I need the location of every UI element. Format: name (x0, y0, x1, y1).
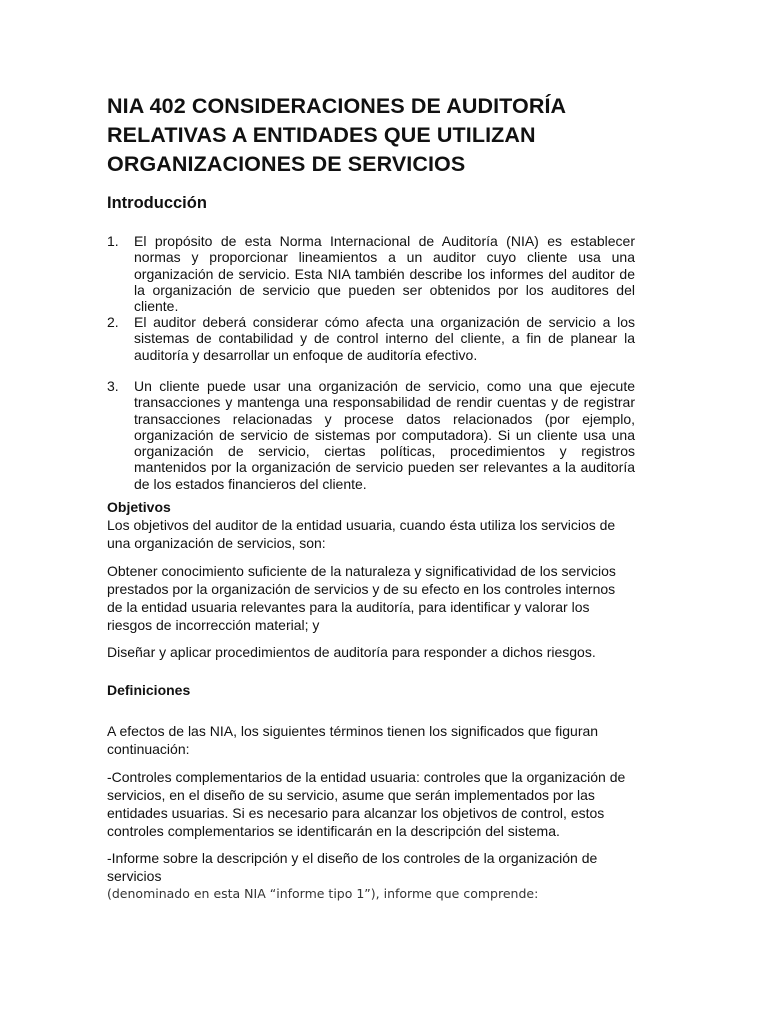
definitions-heading: Definiciones (107, 682, 191, 698)
definitions-intro: A efectos de las NIA, los siguientes términos tienen los significados que figuran continuación: (107, 723, 599, 757)
paragraph-number: 3. (107, 378, 119, 394)
objective-item-1: Obtener conocimiento suficiente de la naturaleza y significatividad de los servicios prestados por la organización de servicios y de su efecto en los controles internos de la entidad usuaria relevantes para la auditoría, para identificar y valorar los riesgos de incorrección material; y (107, 563, 616, 633)
objectives-intro: Los objetivos del auditor de la entidad usuaria, cuando ésta utiliza los servicios de una organización de servicios, son: (107, 517, 616, 551)
definition-2 (107, 849, 627, 903)
paragraph-text: El auditor deberá considerar cómo afecta una organización de servicio a los sistemas de contabilidad y de control interno del cliente, a fin de planear la auditoría y desarrollar un enfoque de auditoría efectivo. (134, 314, 635, 363)
objectives-heading: Objetivos (107, 499, 171, 515)
definition-2-line-1: -Informe sobre la descripción y el diseño de los controles de la organización de servicios (107, 850, 598, 884)
document-title: NIA 402 CONSIDERACIONES DE AUDITORÍA RELATIVAS A ENTIDADES QUE UTILIZAN ORGANIZACIONES DE SERVICIOS (107, 94, 566, 176)
objective-item-2: Diseñar y aplicar procedimientos de auditoría para responder a dichos riesgos. (107, 644, 596, 660)
definition-2-line-2: (denominado en esta NIA “informe tipo 1”), informe que comprende: (107, 886, 539, 901)
paragraph-text: Un cliente puede usar una organización de servicio, como una que ejecute transacciones y mantenga una responsabilidad de rendir cuentas y de registrar transacciones relacionadas y procese datos relacionados (por ejemplo, organización de servicio de sistemas por computadora). Si un cliente usa una organización de servicio, ciertas políticas, procedimientos y registros mantenidos por la organización de servicio pueden ser relevantes a la auditoría de los estados financieros del cliente. (134, 378, 635, 492)
paragraph-number: 1. (107, 233, 119, 249)
paragraph-text: El propósito de esta Norma Internacional de Auditoría (NIA) es establecer normas y proporcionar lineamientos a un auditor cuyo cliente usa una organización de servicio. Esta NIA también describe los informes del auditor de la organización de servicio que pueden ser obtenidos por los auditores del cliente. (134, 233, 635, 315)
numbered-paragraph-2 (107, 314, 635, 363)
paragraph-number: 2. (107, 314, 119, 330)
intro-heading: Introducción (107, 194, 207, 212)
definition-1: -Controles complementarios de la entidad usuaria: controles que la organización de servicios, en el diseño de su servicio, asume que serán implementados por las entidades usuarias. Si es necesario para alcanzar los objetivos de control, estos controles complementarios se identificarán en la descripción del sistema. (107, 769, 626, 839)
numbered-paragraph-1 (107, 233, 635, 314)
numbered-paragraph-3 (107, 378, 635, 492)
